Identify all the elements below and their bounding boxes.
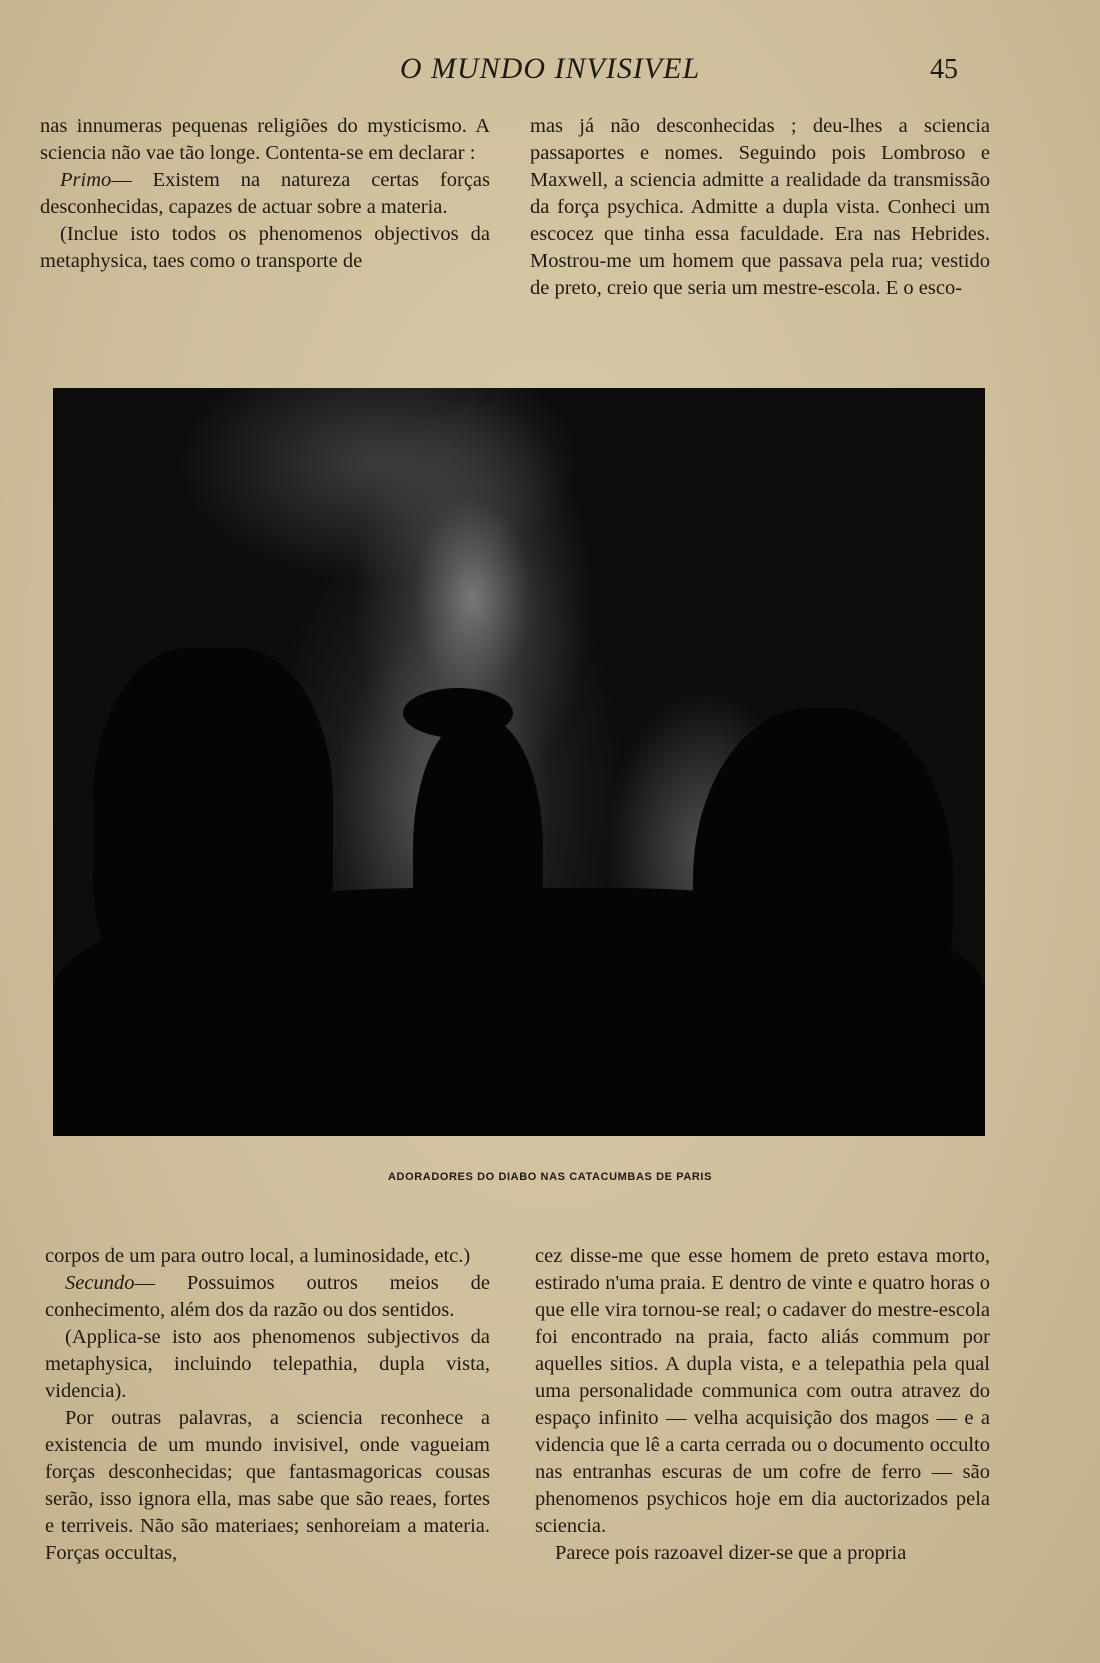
column-bottom-left xyxy=(45,1243,490,1567)
secundo-label: Secundo xyxy=(65,1272,135,1294)
paragraph: mas já não desconhecidas ; deu-lhes a sciencia passaportes e nomes. Seguindo pois Lombroso e Maxwell, a sciencia admitte a realidade da transmissão da força psychica. Admitte a dupla vista. Conheci um escocez que tinha essa faculdade. Era nas Hebrides. Mostrou-me um homem que passava pela rua; vestido de preto, creio que seria um mestre-escola. E o esco- xyxy=(530,115,990,299)
page-number: 45 xyxy=(930,54,958,85)
paragraph: Por outras palavras, a sciencia reconhece a existencia de um mundo invisivel, onde vagueiam forças desconhecidas; que fantasmagoricas cousas serão, isso ignora ella, mas sabe que são reaes, fortes e terriveis. Não são materiaes; senhoreiam a materia. Forças occultas, xyxy=(45,1407,490,1564)
paragraph: cez disse-me que esse homem de preto estava morto, estirado n'uma praia. E dentro de vinte e quatro horas o que elle vira tornou-se real; o cadaver do mestre-escola foi encontrado na praia, facto aliás commum por aquelles sitios. A dupla vista, e a telepathia pela qual uma personalidade communica com outra atravez do espaço infinito — velha acquisição dos magos — e a videncia que lê a carta cerrada ou o documento occulto nas entranhas escuras de um cofre de ferro — são phenomenos psychicos hoje em dia auctorizados pela sciencia. xyxy=(535,1245,990,1537)
primo-label: Primo xyxy=(60,169,112,191)
figure-caption: ADORADORES DO DIABO NAS CATACUMBAS DE PARIS xyxy=(387,1171,713,1183)
paragraph: corpos de um para outro local, a luminosidade, etc.) xyxy=(45,1245,471,1267)
paragraph-primo xyxy=(40,167,490,221)
paragraph: (Applica-se isto aos phenomenos subjectivos da metaphysica, incluindo telepathia, dupla vista, videncia). xyxy=(45,1326,490,1402)
column-bottom-right xyxy=(535,1243,990,1567)
silhouette-hat xyxy=(403,688,513,738)
photograph-devil-worshippers xyxy=(53,388,985,1136)
column-top-left xyxy=(40,113,490,275)
paragraph: Parece pois razoavel dizer-se que a propria xyxy=(555,1542,907,1564)
paragraph-secundo xyxy=(45,1270,490,1324)
paragraph: nas innumeras pequenas religiões do mysticismo. A sciencia não vae tão longe. Contenta-se em declarar : xyxy=(40,115,490,164)
column-top-right xyxy=(530,113,990,302)
paragraph-text: — Possuimos outros meios de conhecimento, além dos da razão ou dos sentidos. xyxy=(45,1272,490,1321)
running-header-title: O MUNDO INVISIVEL xyxy=(399,52,701,85)
silhouette-left-group xyxy=(93,648,333,1028)
paragraph-text: — Existem na natureza certas forças desconhecidas, capazes de actuar sobre a materia. xyxy=(40,169,490,218)
silhouette-right-group xyxy=(693,708,953,1088)
paragraph: (Inclue isto todos os phenomenos objectivos da metaphysica, taes como o transporte de xyxy=(40,223,490,272)
